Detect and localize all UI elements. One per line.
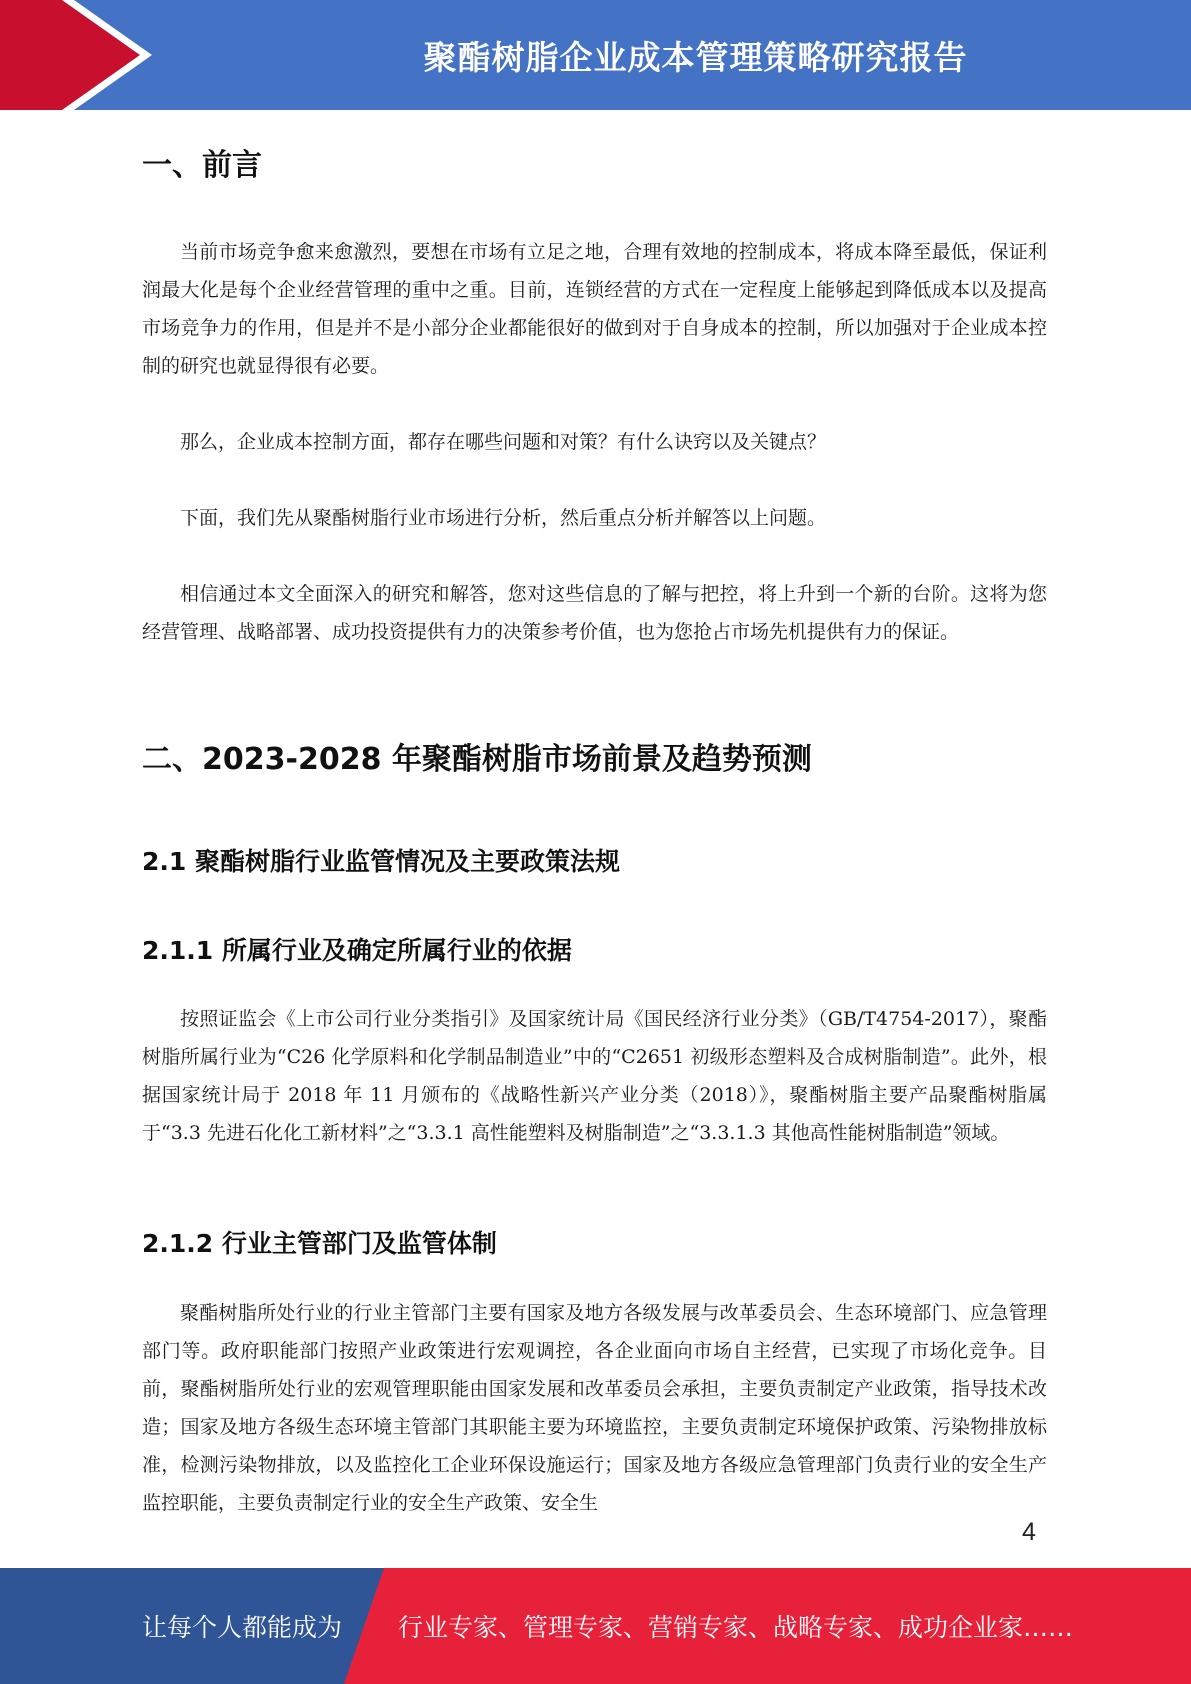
footer-slogan-right: 行业专家、管理专家、营销专家、战略专家、成功企业家…… — [398, 1613, 1074, 1642]
page-footer — [0, 1568, 1191, 1684]
paragraph: 按照证监会《上市公司行业分类指引》及国家统计局《国民经济行业分类》（GB/T4754-2017），聚酯树脂所属行业为“C26 化学原料和化学制品制造业”中的“C2651 初级形态塑料及合成树脂制造”。此外，根据国家统计局于 2018 年 11 月颁布的《战略性新兴产业分类（2018）》，聚酯树脂主要产品聚酯树脂属于“3.3 先进石化化工新材料”之“3.3.1 高性能塑料及树脂制造”之“3.3.1.3 其他高性能树脂制造”领域。 — [142, 1008, 1047, 1144]
subsection-heading: 2.1.2 行业主管部门及监管体制 — [142, 1229, 497, 1258]
paragraph: 相信通过本文全面深入的研究和解答，您对这些信息的了解与把控，将上升到一个新的台阶。这将为您经营管理、战略部署、成功投资提供有力的决策参考价值，也为您抢占市场先机提供有力的保证。 — [142, 583, 1047, 643]
paragraph: 聚酯树脂所处行业的行业主管部门主要有国家及地方各级发展与改革委员会、生态环境部门、应急管理部门等。政府职能部门按照产业政策进行宏观调控，各企业面向市场自主经营，已实现了市场化竞争。目前，聚酯树脂所处行业的宏观管理职能由国家发展和改革委员会承担，主要负责制定产业政策，指导技术改造；国家及地方各级生态环境主管部门其职能主要为环境监控，主要负责制定环境保护政策、污染物排放标准，检测污染物排放，以及监控化工企业环保设施运行；国家及地方各级应急管理部门负责行业的安全生产监控职能，主要负责制定行业的安全生产政策、安全生 — [142, 1302, 1047, 1514]
report-title: 聚酯树脂企业成本管理策略研究报告 — [423, 37, 968, 77]
paragraph: 那么，企业成本控制方面，都存在哪些问题和对策？有什么诀窍以及关键点？ — [180, 431, 827, 453]
subsection-heading: 2.1 聚酯树脂行业监管情况及主要政策法规 — [142, 847, 620, 876]
paragraph: 下面，我们先从聚酯树脂行业市场进行分析，然后重点分析并解答以上问题。 — [180, 507, 827, 529]
subsection-heading: 2.1.1 所属行业及确定所属行业的依据 — [142, 936, 572, 965]
footer-slogan-left: 让每个人都能成为 — [142, 1613, 343, 1642]
section-heading-preface: 一、前言 — [142, 148, 262, 183]
page-number: 4 — [1022, 1518, 1036, 1546]
red-chevron-decoration — [0, 0, 200, 110]
page-header — [0, 0, 1191, 110]
paragraph: 当前市场竞争愈来愈激烈，要想在市场有立足之地，合理有效地的控制成本，将成本降至最低，保证利润最大化是每个企业经营管理的重中之重。目前，连锁经营的方式在一定程度上能够起到降低成本以及提高市场竞争力的作用，但是并不是小部分企业都能很好的做到对于自身成本的控制，所以加强对于企业成本控制的研究也就显得很有必要。 — [142, 241, 1047, 377]
section-heading-market-outlook: 二、2023-2028 年聚酯树脂市场前景及趋势预测 — [142, 742, 812, 777]
